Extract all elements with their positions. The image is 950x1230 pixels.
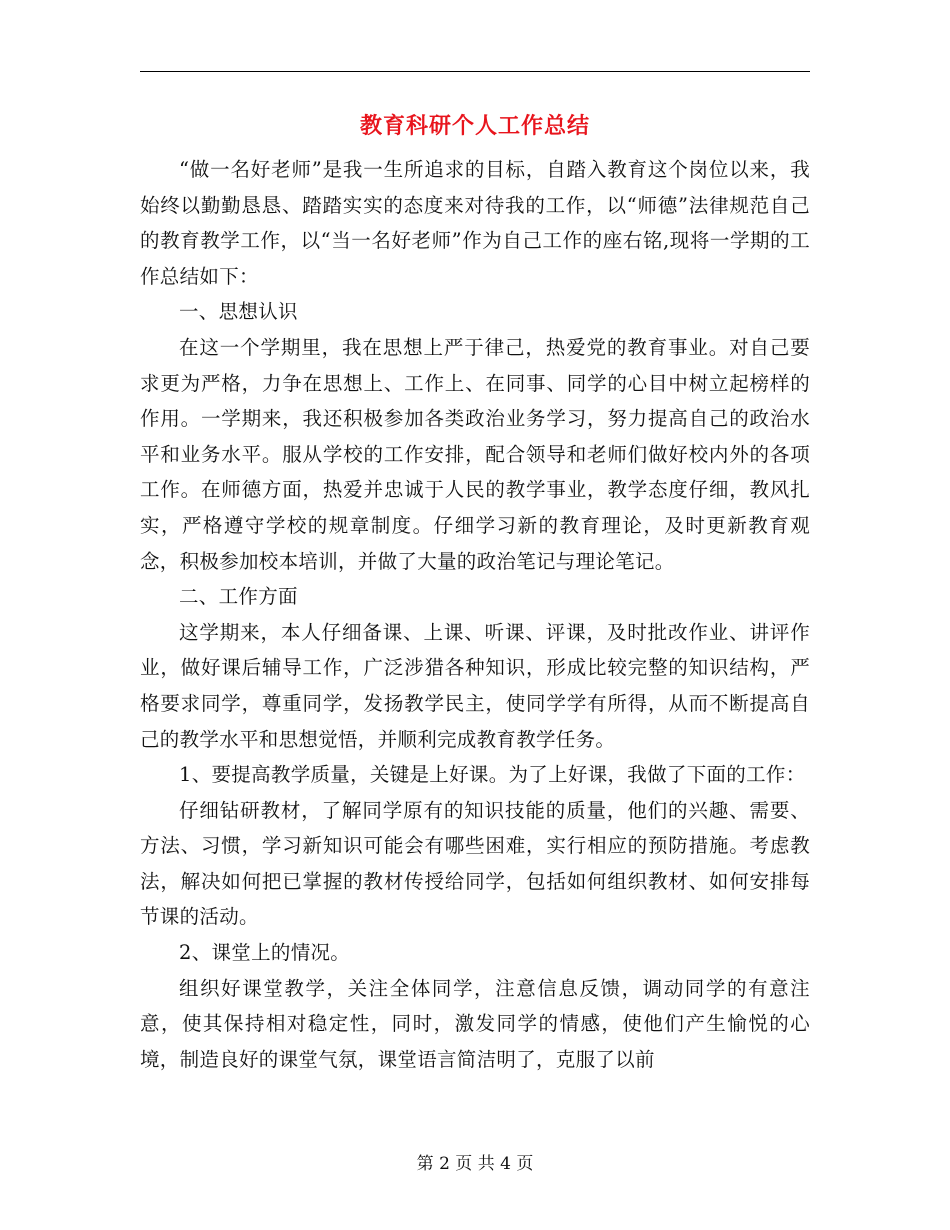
item-2-heading: 2、课堂上的情况。 — [179, 941, 351, 965]
item-2-paragraph: 组织好课堂教学，关注全体同学，注意信息反馈，调动同学的有意注意，使其保持相对稳定性，同时，激发同学的情感，使他们产生愉悦的心境，制造良好的课堂气氛，课堂语言简洁明了，克服了以前 — [140, 976, 810, 1071]
document-title: 教育科研个人工作总结 — [359, 113, 590, 139]
section-heading-work: 二、工作方面 — [179, 585, 298, 609]
work-paragraph: 这学期来，本人仔细备课、上课、听课、评课，及时批改作业、讲评作业，做好课后辅导工作，广泛涉猎各种知识，形成比较完整的知识结构，严格要求同学，尊重同学，发扬教学民主，使同学学有所得，从而不断提高自己的教学水平和思想觉悟，并顺利完成教育教学任务。 — [140, 620, 810, 751]
item-1-heading: 1、要提高教学质量，关键是上好课。为了上好课，我做了下面的工作： — [179, 763, 806, 787]
page-number-footer: 第 2 页 共 4 页 — [416, 1154, 534, 1174]
item-1-paragraph: 仔细钻研教材，了解同学原有的知识技能的质量，他们的兴趣、需要、方法、习惯，学习新知识可能会有哪些困难，实行相应的预防措施。考虑教法，解决如何把已掌握的教材传授给同学，包括如何组织教材、如何安排每节课的活动。 — [140, 798, 810, 929]
header-rule — [140, 71, 810, 72]
intro-paragraph: “做一名好老师”是我一生所追求的目标，自踏入教育这个岗位以来，我始终以勤勤恳恳、踏踏实实的态度来对待我的工作，以“师德”法律规范自己的教育教学工作，以“当一名好老师”作为自己工作的座右铭,现将一学期的工作总结如下： — [140, 158, 810, 288]
section-heading-thought: 一、思想认识 — [179, 300, 298, 324]
document-body — [140, 152, 810, 1077]
thought-paragraph: 在这一个学期里，我在思想上严于律己，热爱党的教育事业。对自己要求更为严格，力争在思想上、工作上、在同事、同学的心目中树立起榜样的作用。一学期来，我还积极参加各类政治业务学习，努力提高自己的政治水平和业务水平。服从学校的工作安排，配合领导和老师们做好校内外的各项工作。在师德方面，热爱并忠诚于人民的教学事业，教学态度仔细，教风扎实，严格遵守学校的规章制度。仔细学习新的教育理论，及时更新教育观念，积极参加校本培训，并做了大量的政治笔记与理论笔记。 — [140, 335, 810, 573]
